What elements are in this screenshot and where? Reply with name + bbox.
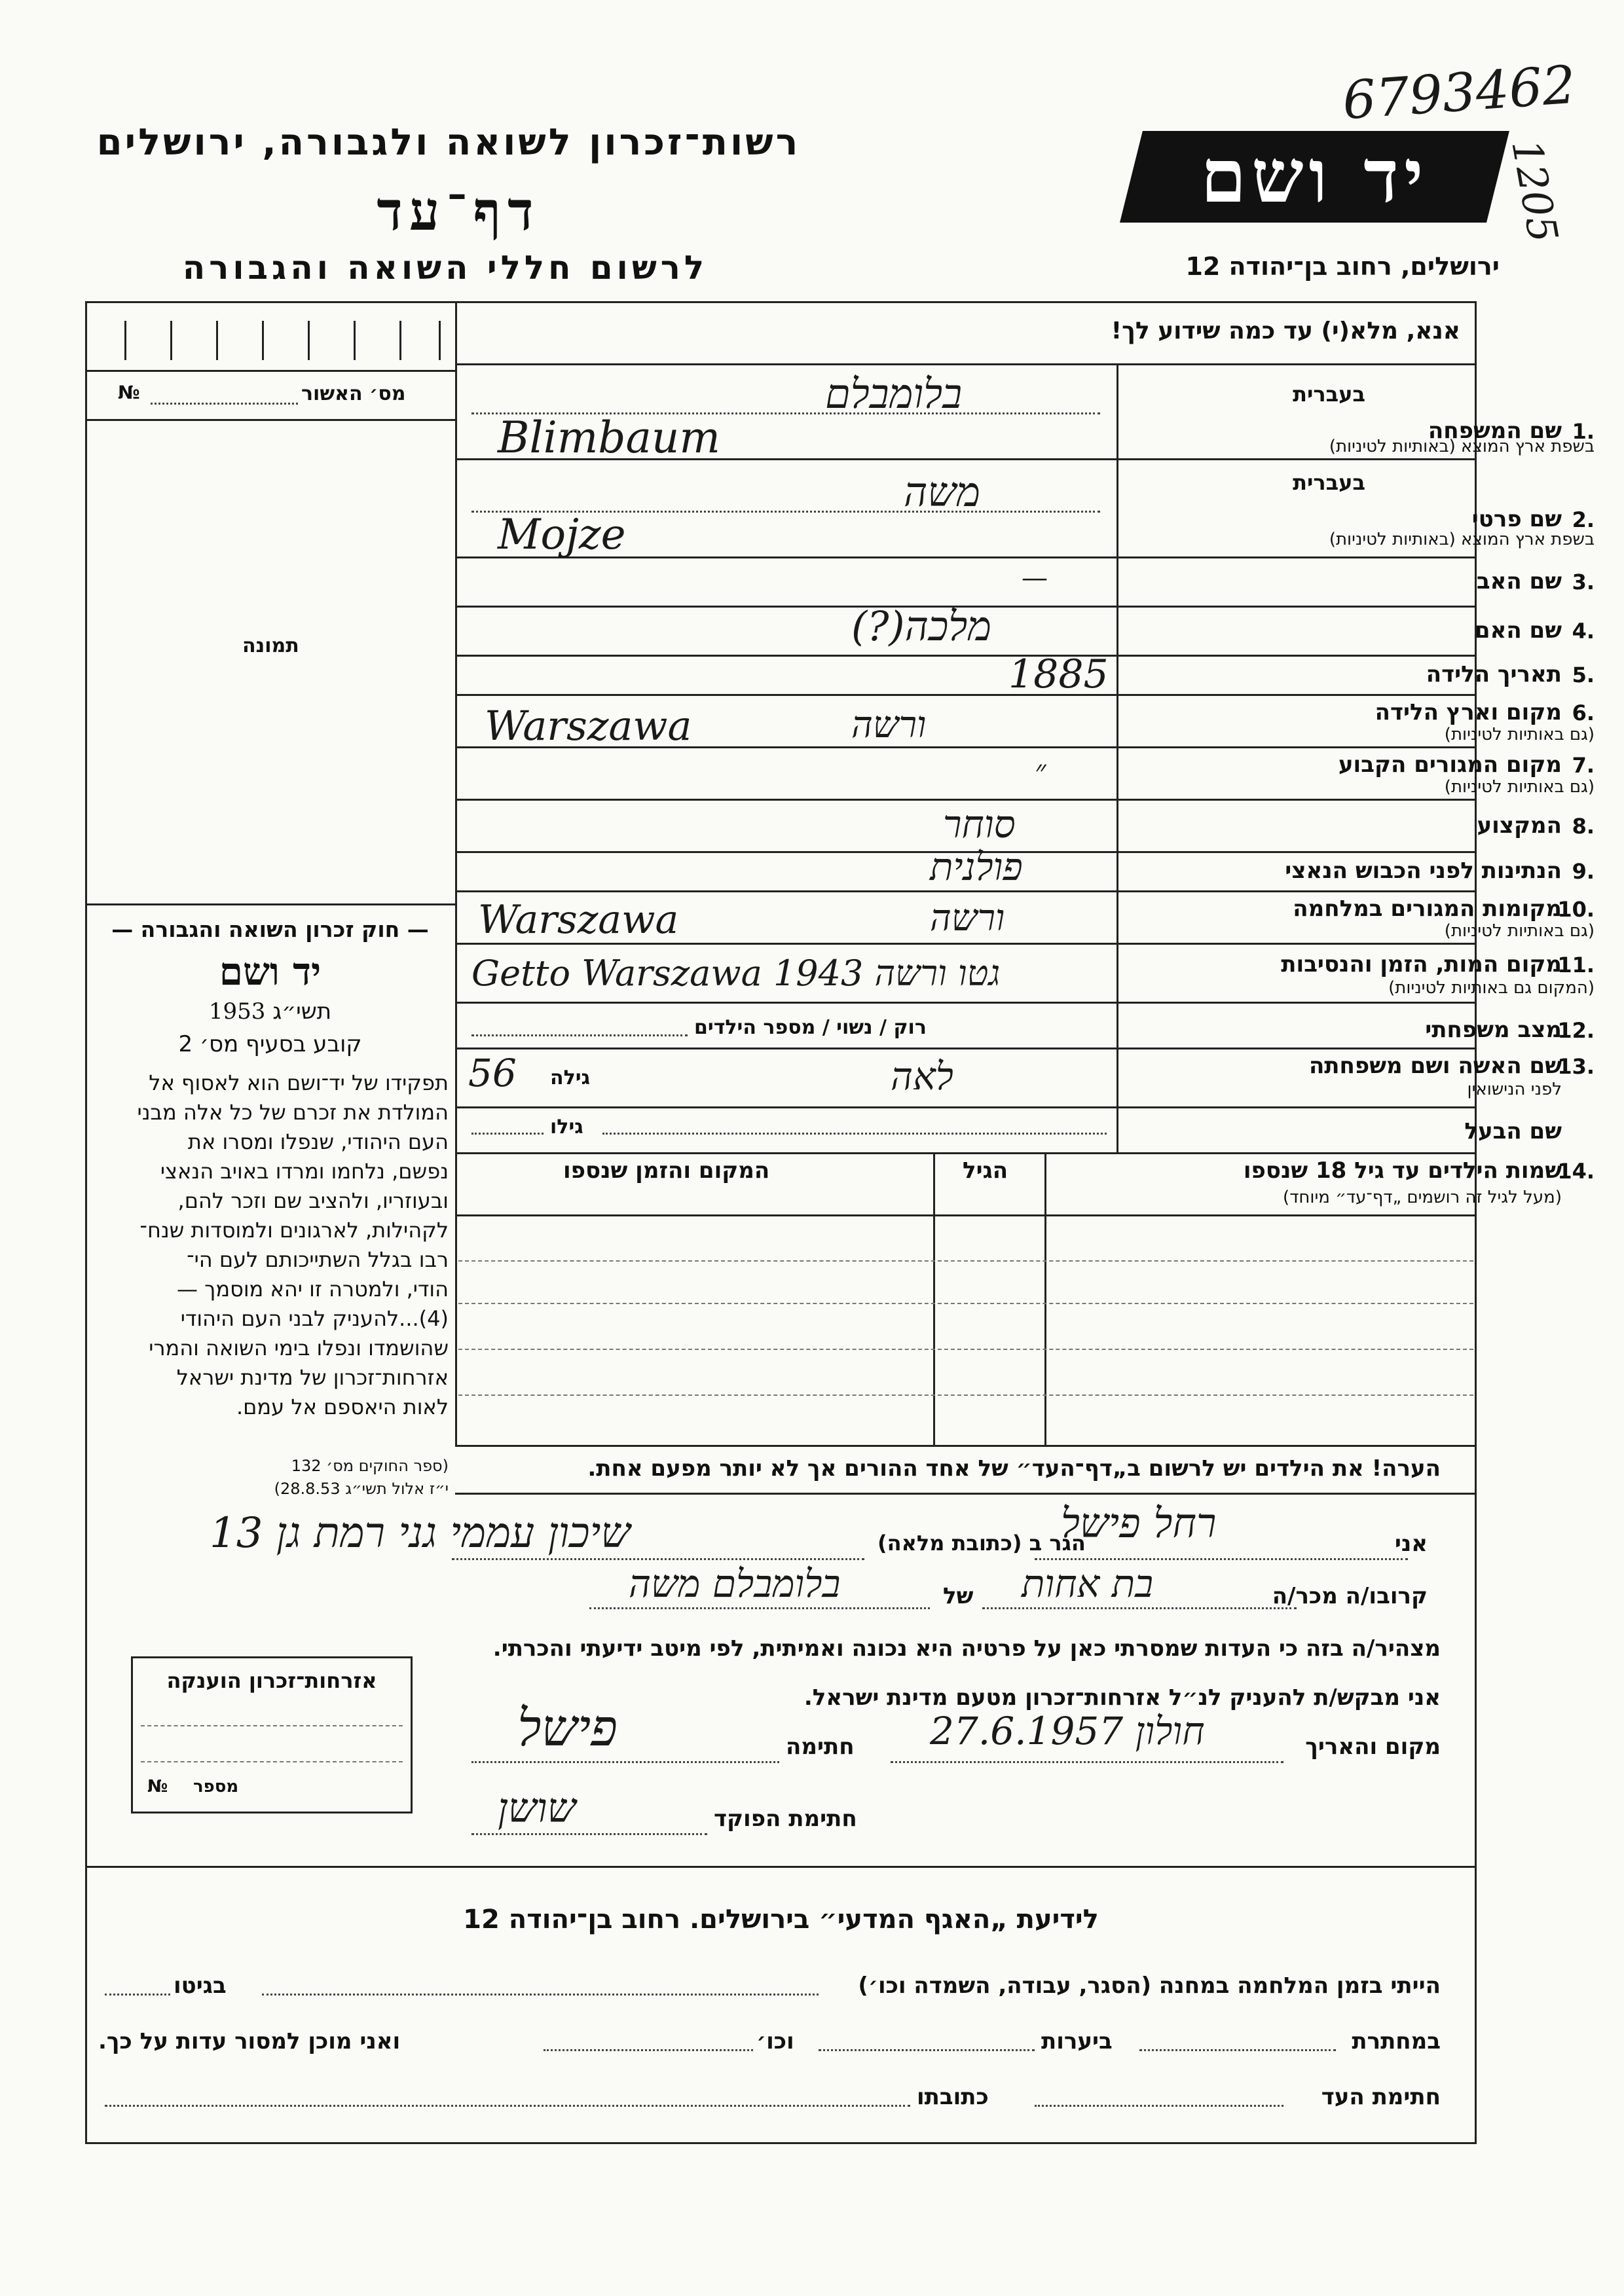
bottom-line1-end: בגיטו <box>174 1973 227 1999</box>
official-signature-label: חתימת הפוקד <box>714 1806 857 1832</box>
children-col-place-time: המקום והזמן שנספו <box>563 1157 770 1184</box>
bottom-line2-mid1: ביערות <box>1041 2028 1113 2054</box>
field-10-value-latin[interactable]: Warszawa <box>478 897 679 943</box>
authority-title: רשות־זכרון לשואה ולגבורה, ירושלים <box>96 121 801 164</box>
field-6-number: 6. <box>1572 701 1595 725</box>
field-8-number: 8. <box>1572 814 1595 839</box>
relation-value[interactable]: בת אחות <box>1022 1561 1154 1606</box>
request: אני מבקש/ת להעניק לנ״ל אזרחות־זכרון מטעם מדינת ישראל. <box>803 1685 1441 1711</box>
approval-number-suffix: № <box>118 382 140 403</box>
field-2-number: 2. <box>1572 507 1595 532</box>
field-2-value-latin[interactable]: Mojze <box>498 511 626 559</box>
law-text-line: שהושמדו ונפלו בימי השואה והמרי <box>149 1336 449 1360</box>
field-13-label: שם האשה ושם משפחתה <box>1308 1053 1562 1079</box>
husband-label: שם הבעל <box>1464 1118 1562 1144</box>
notice-title: לידיעת „האגף המדעי״ בירושלים. רחוב בן־יהודה 12 <box>463 1904 1099 1935</box>
note: הערה! את הילדים יש לרשום ב„דף־העד״ של אחד ההורים אך לא יותר מפעם אחת. <box>587 1455 1441 1482</box>
field-1-hebrew-tag: בעברית <box>1293 382 1365 407</box>
law-text-line: (4)...להעניק לבני העם היהודי <box>180 1306 449 1331</box>
field-9-value[interactable]: פולנית <box>930 845 1023 889</box>
field-9-number: 9. <box>1572 859 1595 884</box>
declaration-i-label: אני <box>1394 1531 1428 1557</box>
photo-label: תמונה <box>242 634 299 657</box>
field-10-sub: (גם באותיות לטיניות) <box>1444 921 1595 941</box>
address-value[interactable]: שיכון עממי גני רמת גן 13 <box>210 1509 631 1558</box>
field-7-value[interactable]: ״ <box>1035 753 1046 788</box>
bottom-line3-start: חתימת העד <box>1321 2084 1441 2110</box>
field-13-sub: לפני הנישואין <box>1467 1080 1562 1099</box>
field-7-number: 7. <box>1572 753 1595 778</box>
field-4-value[interactable]: מלכה(?) <box>851 602 992 650</box>
field-5-value[interactable]: 1885 <box>1008 651 1109 697</box>
field-5-label: תאריך הלידה <box>1426 661 1562 687</box>
ticks-box <box>105 321 445 360</box>
field-6-value-latin[interactable]: Warszawa <box>485 702 692 750</box>
address: ירושלים, רחוב בן־יהודה 12 <box>1185 252 1500 281</box>
field-12-label: מצב משפחתי <box>1425 1017 1562 1043</box>
law-text-line: תפקידו של יד־ושם הוא לאסוף אל <box>149 1070 449 1095</box>
husband-age-label: גילו <box>550 1116 583 1139</box>
law-year-hebrew: תשי״ג <box>272 998 332 1025</box>
field-2-value-hebrew[interactable]: משה <box>904 468 980 516</box>
field-4-number: 4. <box>1572 619 1595 644</box>
bottom-line2-mid2: וכו׳ <box>756 2028 794 2054</box>
signature-label: חתימה <box>786 1734 855 1760</box>
law-clause: קובע בסעיף מס׳ 2 <box>178 1031 362 1057</box>
bottom-line2-start: במחתרת <box>1352 2028 1441 2054</box>
form-title: דף־עד <box>377 180 540 243</box>
form-subtitle: לרשום חללי השואה והגבורה <box>182 249 709 287</box>
field-2-hebrew-tag: בעברית <box>1293 470 1365 495</box>
field-10-value-hebrew[interactable]: ורשה <box>930 897 1005 939</box>
field-12-options: רוק / נשוי / מספר הילדים <box>694 1016 927 1039</box>
law-text-line: נפשם, נלחמו ומרדו באויב הנאצי <box>160 1159 449 1184</box>
wife-age-value[interactable]: 56 <box>468 1051 517 1095</box>
field-10-label: מקומות המגורים במלחמה <box>1293 896 1562 922</box>
children-col-age: הגיל <box>963 1157 1008 1184</box>
law-text-line: לאות היאספם אל עמם. <box>236 1394 449 1419</box>
law-title: — חוק זכרון השואה והגבורה — <box>111 917 429 942</box>
field-6-value-hebrew[interactable]: ורשה <box>851 704 927 746</box>
bottom-line2-end: ואני מוכן למסור עדות על כך. <box>98 2028 401 2054</box>
field-11-sub: (המקום גם באותיות לטיניות) <box>1388 978 1595 998</box>
field-3-value[interactable]: — <box>1022 563 1048 593</box>
field-6-sub: (גם באותיות לטיניות) <box>1444 725 1595 744</box>
field-1-number: 1. <box>1572 419 1595 444</box>
field-2-label: שם פרטי <box>1471 506 1562 532</box>
field-7-sub: (גם באותיות לטיניות) <box>1444 777 1595 797</box>
field-8-label: המקצוע <box>1477 812 1562 839</box>
citizenship-number-suffix: № <box>147 1777 168 1796</box>
law-source-2: י״ז אלול תשי״ג 28.8.53) <box>274 1480 449 1498</box>
margin-note: 1205 <box>1502 136 1568 246</box>
field-11-value[interactable]: גטו ורשה 1943 Getto Warszawa <box>471 953 1001 994</box>
field-13-number: 13. <box>1557 1054 1595 1079</box>
law-text-line: לקהילות, לארגונים ולמוסדות שנח־ <box>139 1218 449 1243</box>
law-text-line: הודי, ולמטרה זו יהא מוסמך — <box>176 1277 449 1302</box>
bottom-line1-start: הייתי בזמן המלחמה במחנה (הסגר, עבודה, השמדה וכו׳) <box>858 1973 1441 1999</box>
yad-vashem-logo <box>1120 131 1509 223</box>
of-value[interactable]: בלומבלם משה <box>629 1561 841 1606</box>
law-source-1: (ספר החוקים מס׳ 132 <box>291 1457 449 1475</box>
field-11-label: מקום המות, הזמן והנסיבות <box>1281 951 1562 977</box>
field-1-value-latin[interactable]: Blimbaum <box>498 412 720 463</box>
place-date-value[interactable]: חולון 27.6.1957 <box>930 1709 1205 1753</box>
field-4-label: שם האם <box>1474 617 1562 644</box>
reference-number: 6793462 <box>1340 54 1578 132</box>
field-11-number: 11. <box>1557 953 1595 977</box>
children-number: 14. <box>1557 1159 1595 1184</box>
field-7-label: מקום המגורים הקבוע <box>1338 752 1562 778</box>
declarant-name[interactable]: רחל פישל <box>1061 1499 1217 1547</box>
field-13-value[interactable]: לאה <box>891 1054 953 1099</box>
wife-age-label: גילה <box>550 1066 590 1089</box>
bottom-line3-mid: כתובתו <box>917 2084 989 2110</box>
citizenship-number-label: מספר <box>193 1777 239 1796</box>
field-3-label: שם האב <box>1476 568 1562 594</box>
relative-label: קרובו/ה מכר/ה <box>1272 1583 1428 1609</box>
law-text-line: אזרחות־זכרון של מדינת ישראל <box>176 1365 449 1390</box>
children-sub: (מעל לגיל זה רושמים „דף־עד״ מיוחד) <box>1283 1188 1562 1207</box>
field-1-label: שם המשפחה <box>1428 418 1562 444</box>
signature-value[interactable]: פישל <box>517 1699 618 1758</box>
field-5-number: 5. <box>1572 663 1595 687</box>
law-text <box>92 1068 449 1422</box>
instruction: אנא, מלא(י) עד כמה שידוע לך! <box>1111 318 1460 344</box>
law-name: יד ושם <box>219 949 322 994</box>
field-2-sub: בשפת ארץ המוצא (באותיות לטיניות) <box>1329 530 1595 549</box>
official-signature-value[interactable]: שושן <box>498 1784 576 1832</box>
law-text-line: המולדת את זכרם של כל אלה מבני <box>137 1100 449 1125</box>
law-text-line: רבו בגלל השתייכותם לעם הי־ <box>187 1247 449 1272</box>
law-text-line: העם היהודי, שנפלו ומסרו את <box>187 1129 449 1154</box>
place-date-label: מקום והאריך <box>1305 1734 1441 1760</box>
field-10-number: 10. <box>1557 897 1595 922</box>
statement: מצהיר/ה בזה כי העדות שמסרתי כאן על פרטיה היא נכונה ואמיתית, לפי מיטב ידיעתי והכרתי. <box>492 1635 1441 1662</box>
of-label: של <box>943 1583 974 1609</box>
law-year-number: 1953 <box>208 998 266 1025</box>
field-12-number: 12. <box>1557 1018 1595 1043</box>
field-1-sub: בשפת ארץ המוצא (באותיות לטיניות) <box>1329 437 1595 456</box>
law-text-line: ובעוזריו, ולהציב שם וזכר להם, <box>177 1188 449 1213</box>
field-1-value-hebrew[interactable]: בלומבלם <box>825 370 963 418</box>
field-3-number: 3. <box>1572 570 1595 594</box>
field-6-label: מקום וארץ הלידה <box>1375 699 1562 725</box>
citizenship-box-title: אזרחות־זכרון הוענקה <box>166 1668 377 1693</box>
children-label: שמות הילדים עד גיל 18 שנספו <box>1243 1157 1562 1184</box>
approval-number-label: מס׳ האשור <box>301 382 406 405</box>
logo-text: יד ושם <box>1200 134 1429 219</box>
law-year <box>92 998 449 1025</box>
field-8-value[interactable]: סוחר <box>943 802 1016 847</box>
field-9-label: הנתינות לפני הכבוש הנאצי <box>1285 858 1562 884</box>
resident-label: הגר ב (כתובת מלאה) <box>877 1531 1086 1556</box>
